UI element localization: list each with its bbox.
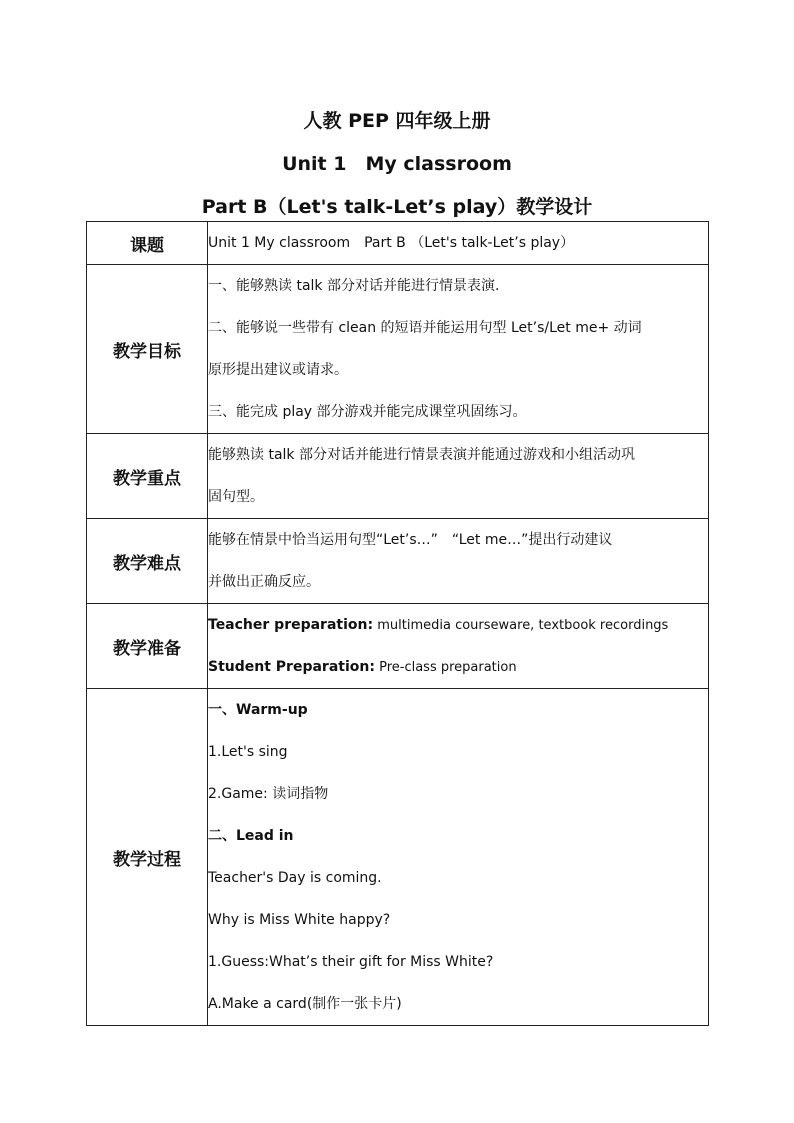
objective-line: 原形提出建议或请求。 — [208, 362, 348, 378]
teacher-preparation-label: Teacher preparation: — [208, 617, 374, 633]
document-header — [0, 100, 794, 229]
process-item: 1.Let's sing — [208, 744, 288, 760]
table-row-preparation — [87, 604, 709, 689]
table-row-difficulties — [87, 519, 709, 604]
topic-value — [208, 222, 709, 265]
row-label-process: 教学过程 — [87, 689, 208, 1026]
table-row-objectives — [87, 265, 709, 434]
row-label-key-points: 教学重点 — [87, 434, 208, 519]
key-points-cell — [208, 434, 709, 519]
title-part: Part B（Let's talk-Let’s play）教学设计 — [201, 196, 593, 218]
process-cell — [208, 689, 709, 1026]
difficulty-line: 能够在情景中恰当运用句型“Let’s…” “Let me…”提出行动建议 — [208, 532, 613, 548]
student-preparation-value: Pre-class preparation — [374, 660, 517, 675]
table-row-topic — [87, 222, 709, 265]
table-row-process — [87, 689, 709, 1026]
process-item: Why is Miss White happy? — [208, 912, 391, 928]
title-unit: Unit 1 My classroom — [282, 153, 512, 175]
process-item: 1.Guess:What’s their gift for Miss White? — [208, 954, 494, 970]
teacher-preparation-value: multimedia courseware, textbook recordings — [373, 618, 669, 633]
objectives-cell — [208, 265, 709, 434]
process-heading-lead-in: 二、Lead in — [208, 828, 294, 844]
preparation-cell — [208, 604, 709, 689]
row-label-difficulties: 教学难点 — [87, 519, 208, 604]
topic-text: Unit 1 My classroom Part B （Let's talk-Let’s play） — [208, 235, 575, 251]
objective-line: 三、能完成 play 部分游戏并能完成课堂巩固练习。 — [208, 404, 527, 420]
table-row-key-points — [87, 434, 709, 519]
row-label-objectives: 教学目标 — [87, 265, 208, 434]
process-item: Teacher's Day is coming. — [208, 870, 382, 886]
process-item: 2.Game: 读词指物 — [208, 786, 329, 802]
difficulty-line: 并做出正确反应。 — [208, 574, 320, 590]
objective-line: 一、能够熟读 talk 部分对话并能进行情景表演. — [208, 278, 500, 294]
objective-line: 二、能够说一些带有 clean 的短语并能运用句型 Let’s/Let me+ 动词 — [208, 320, 642, 336]
difficulties-cell — [208, 519, 709, 604]
teacher-preparation — [208, 604, 708, 646]
lesson-plan-table — [86, 221, 709, 1026]
key-point-line: 能够熟读 talk 部分对话并能进行情景表演并能通过游戏和小组活动巩 — [208, 447, 635, 463]
row-label-topic: 课题 — [87, 222, 208, 265]
process-item: A.Make a card(制作一张卡片) — [208, 996, 402, 1012]
process-heading-warmup: 一、Warm-up — [208, 702, 308, 718]
student-preparation — [208, 646, 708, 688]
row-label-preparation: 教学准备 — [87, 604, 208, 689]
title-grade: 人教 PEP 四年级上册 — [303, 110, 491, 132]
key-point-line: 固句型。 — [208, 489, 264, 505]
student-preparation-label: Student Preparation: — [208, 659, 375, 675]
